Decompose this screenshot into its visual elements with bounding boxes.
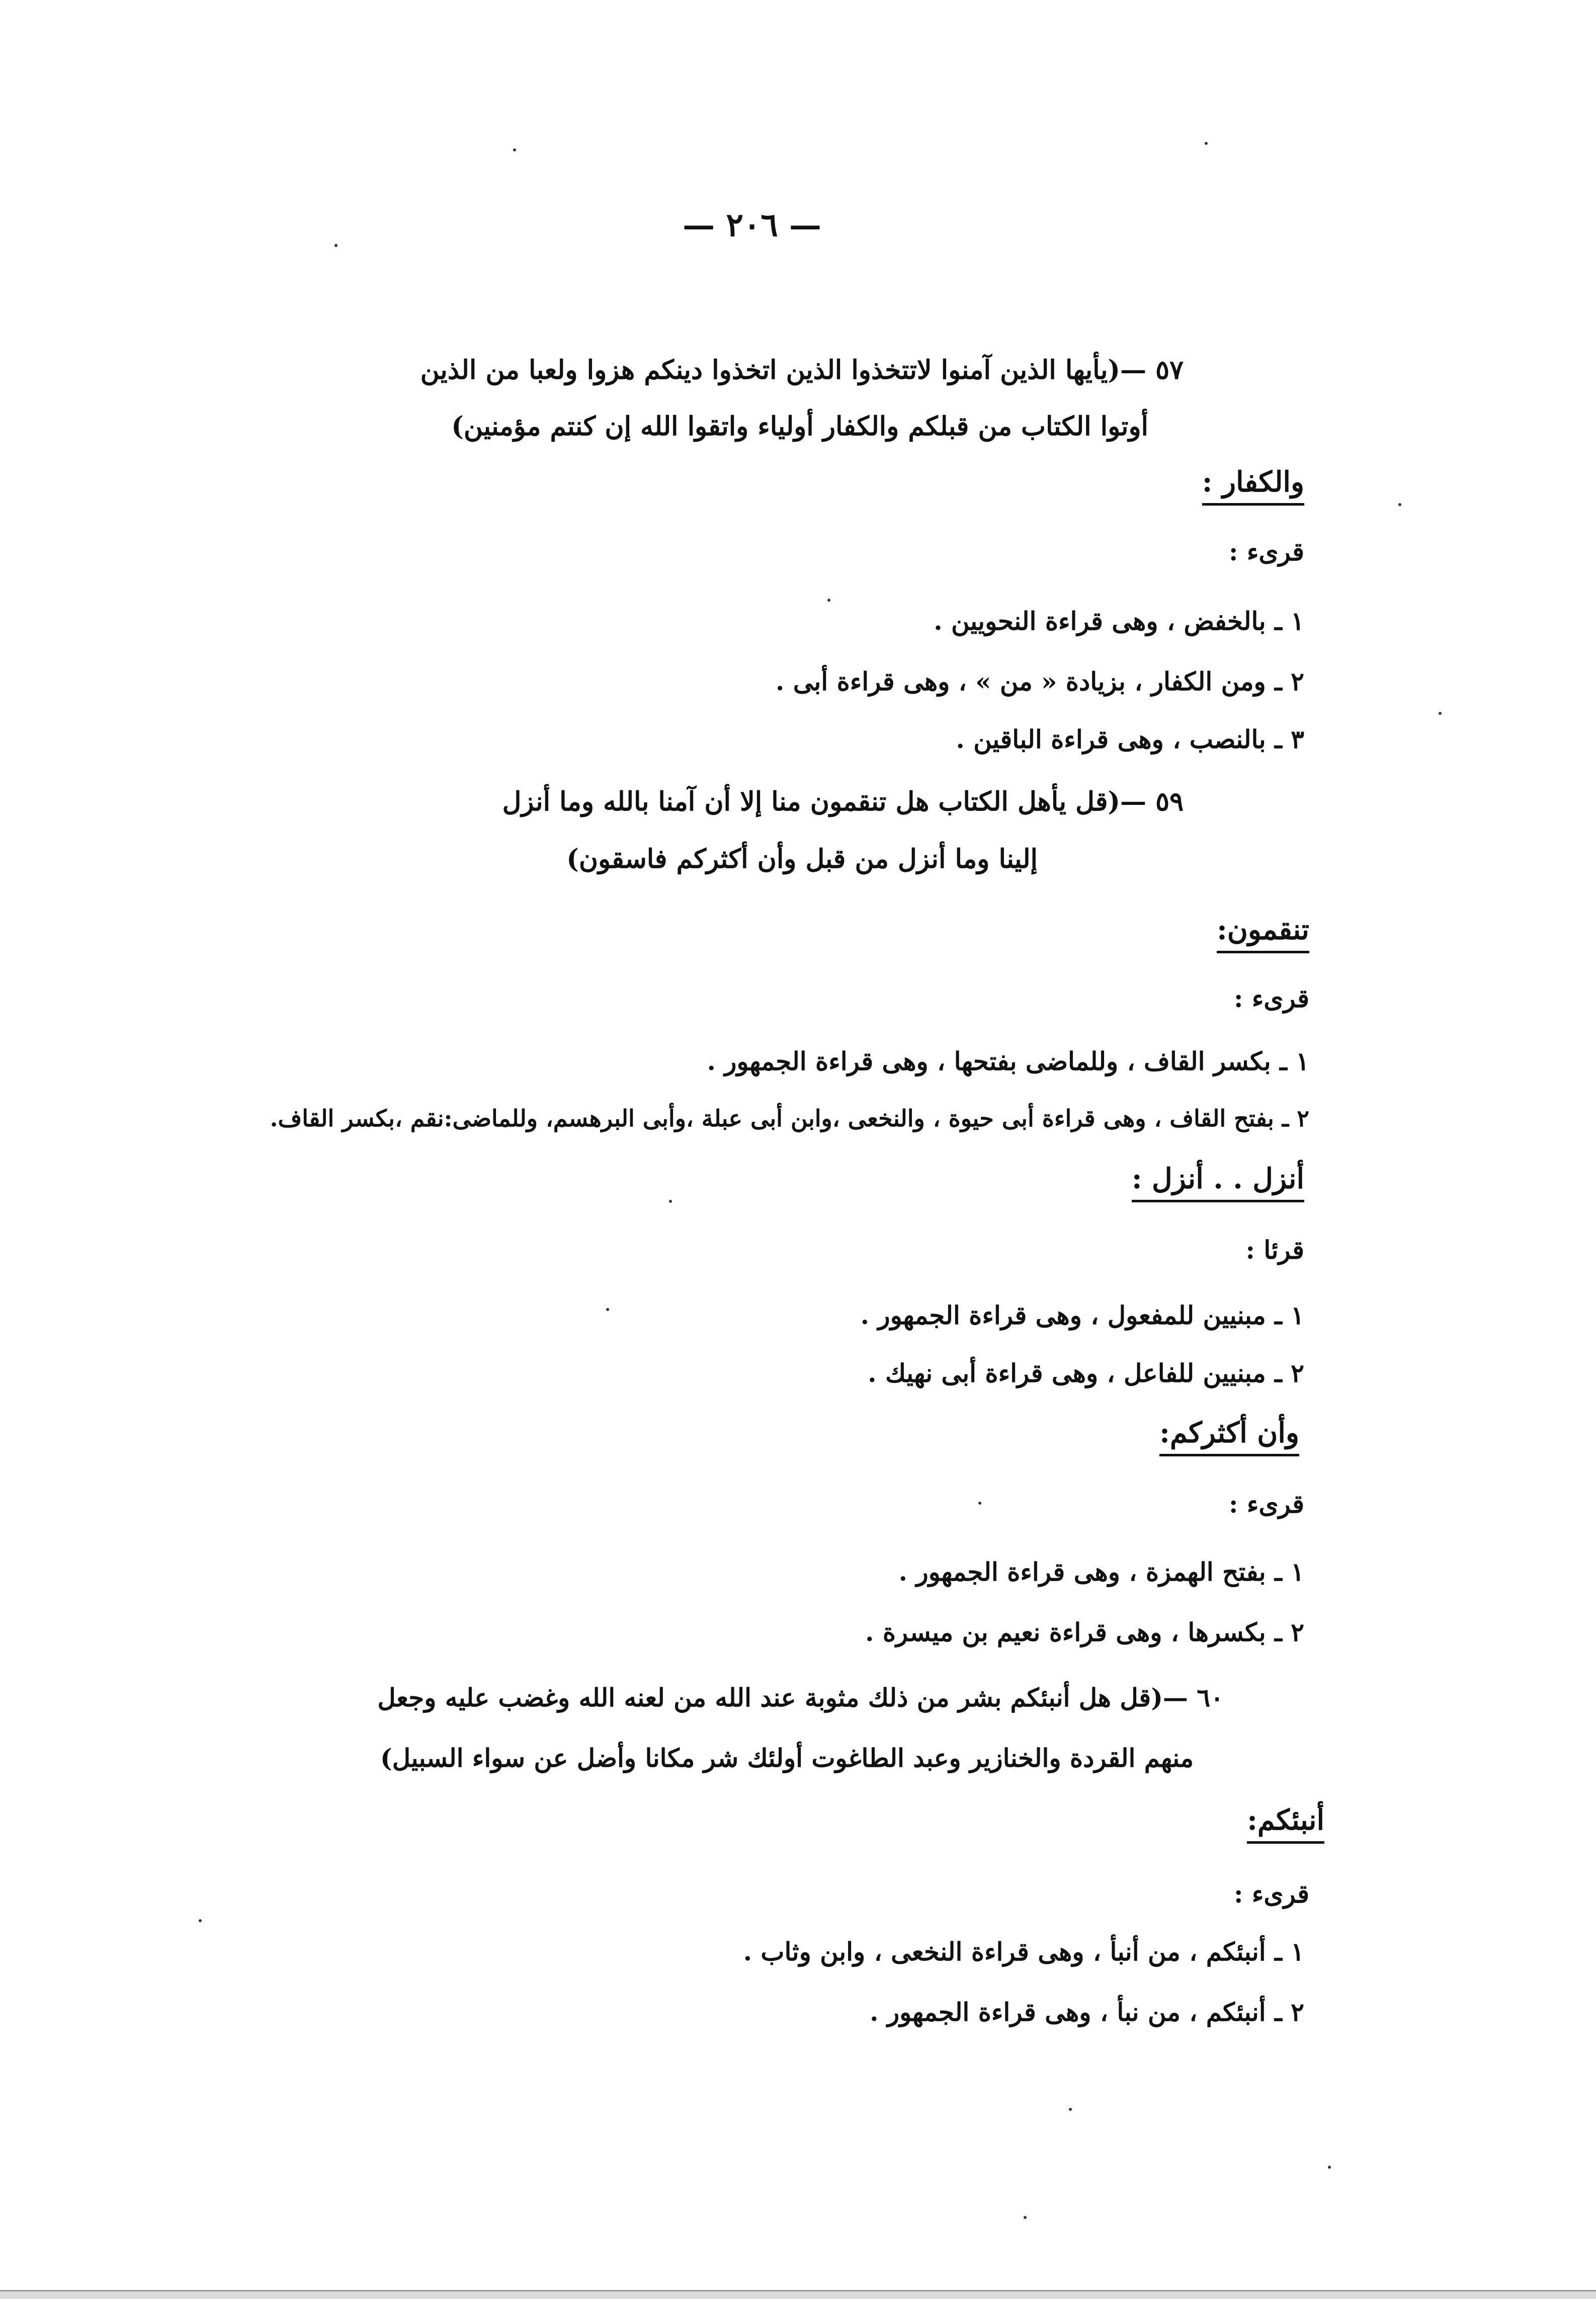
scan-speck (669, 1200, 672, 1203)
verse-57-line-1: ٥٧ —(يأيها الذين آمنوا لاتتخذوا الذين اتخذوا دينكم هزوا ولعبا من الذين (420, 355, 1184, 385)
scan-speck (1024, 2216, 1027, 2219)
scan-speck (1439, 712, 1442, 715)
section-heading-unabbiukum: أنبئكم: (1247, 1806, 1324, 1844)
section-heading-kuffar: والكفار : (1202, 468, 1304, 506)
scan-speck (827, 599, 830, 602)
reading-item: ١ ـ أنبئكم ، من أنبأ ، وهى قراءة النخعى ، وابن وثاب . (743, 1937, 1304, 1966)
readings-label: قرىء : (1234, 983, 1309, 1013)
section-heading-akthakum: وأن أكثركم: (1159, 1419, 1299, 1456)
reading-item: ٢ ـ بكسرها ، وهى قراءة نعيم بن ميسرة . (865, 1617, 1304, 1647)
reading-item: ٢ ـ أنبئكم ، من نبأ ، وهى قراءة الجمهور . (870, 1997, 1304, 2027)
page-number: — ٢٠٦ — (683, 206, 821, 244)
readings-label: قرئا : (1245, 1235, 1304, 1265)
scan-speck (606, 1308, 609, 1311)
readings-label: قرىء : (1229, 537, 1304, 566)
reading-item: ٢ ـ ومن الكفار ، بزيادة « من » ، وهى قراءة أبى . (775, 667, 1304, 696)
reading-item: ١ ـ بكسر القاف ، وللماضى بفتحها ، وهى قراءة الجمهور . (707, 1046, 1309, 1076)
reading-item: ١ ـ بفتح الهمزة ، وهى قراءة الجمهور . (898, 1557, 1304, 1587)
reading-item: ١ ـ بالخفض ، وهى قراءة النحويين . (934, 606, 1304, 636)
verse-57-line-2: أوتوا الكتاب من قبلكم والكفار أولياء واتقوا الله إن كنتم مؤمنين) (451, 411, 1148, 442)
reading-item: ٢ ـ مبنيين للفاعل ، وهى قراءة أبى نهيك . (868, 1358, 1304, 1388)
scan-speck (1328, 2166, 1331, 2169)
scan-speck (978, 1502, 981, 1505)
verse-59-line-2: إلينا وما أنزل من قبل وأن أكثركم فاسقون) (566, 844, 1038, 874)
reading-item: ٣ ـ بالنصب ، وهى قراءة الباقين . (956, 724, 1304, 754)
readings-label: قرىء : (1234, 1879, 1309, 1909)
reading-item: ١ ـ مبنيين للمفعول ، وهى قراءة الجمهور . (860, 1300, 1304, 1330)
section-heading-unzila: أنزل . . أنزل : (1132, 1165, 1304, 1202)
readings-label: قرىء : (1229, 1489, 1304, 1519)
scan-speck (1069, 2108, 1072, 2111)
scan-speck (1205, 142, 1208, 145)
section-heading-tanqimun: تنقمون: (1217, 916, 1309, 953)
verse-60-line-1: ٦٠ —(قل هل أنبئكم بشر من ذلك مثوبة عند الله من لعنه الله وغضب عليه وجعل (377, 1683, 1224, 1712)
scan-speck (1398, 503, 1401, 506)
verse-59-line-1: ٥٩ —(قل يأهل الكتاب هل تنقمون منا إلا أن آمنا بالله وما أنزل (502, 786, 1184, 817)
verse-60-line-2: منهم القردة والخنازير وعبد الطاغوت أولئك شر مكانا وأضل عن سواء السبيل) (380, 1743, 1194, 1773)
scan-speck (513, 148, 516, 151)
scan-speck (199, 1919, 202, 1922)
viewer-bottom-edge (0, 2290, 1596, 2299)
reading-item: ٢ ـ بفتح القاف ، وهى قراءة أبى حيوة ، والنخعى ،وابن أبى عبلة ،وأبى البرهسم، وللماضى:نقم ،بكسر القاف. (270, 1105, 1309, 1132)
scan-speck (334, 244, 338, 247)
